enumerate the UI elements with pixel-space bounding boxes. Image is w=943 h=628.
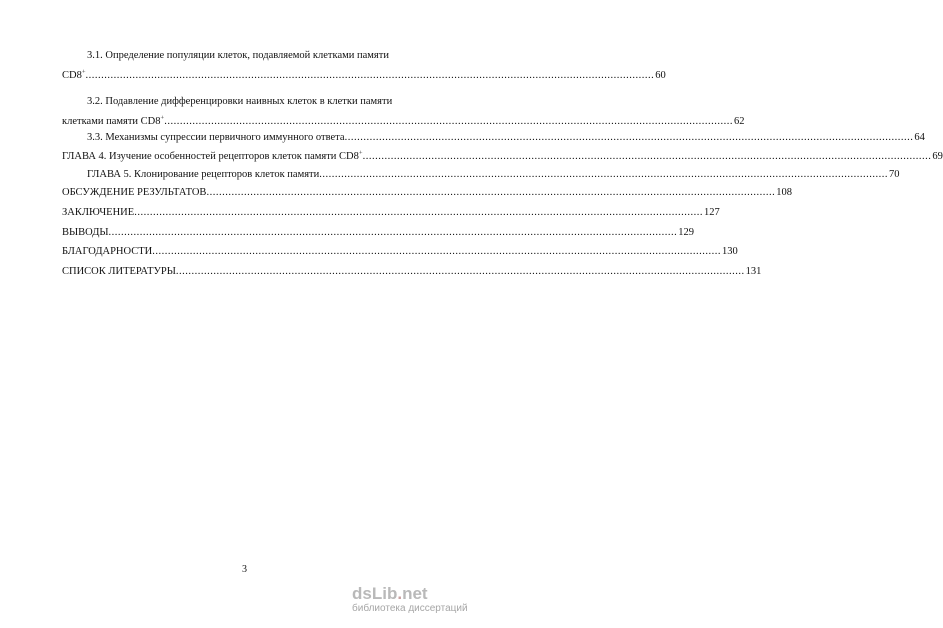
toc-entry-title-cont [62,70,86,82]
toc-entry-references [62,266,762,278]
watermark [352,584,468,615]
leader-dots [319,169,888,181]
toc-entry-line [62,149,943,163]
toc-entry-line [62,266,762,278]
toc-entry-line [62,246,738,258]
toc-entry-title: ВЫВОДЫ [62,227,109,238]
toc-text: клетками памяти CD8 [62,116,161,127]
toc-page-number: 131 [745,266,762,277]
leader-dots [86,70,655,82]
toc-text: ГЛАВА 4. Изучение особенностей рецепторов клеток памяти CD8 [62,151,359,162]
toc-entry-line [87,132,925,144]
toc-page-number: 60 [655,70,666,81]
toc-page-number: 69 [932,151,943,162]
toc-entry-title: ЗАКЛЮЧЕНИЕ [62,207,135,218]
leader-dots [345,132,914,144]
watermark-subtitle: библиотека диссертаций [352,603,468,614]
toc-page-number: 108 [776,187,792,198]
leader-dots [176,266,745,278]
toc-entry-3-3 [87,132,925,144]
toc-entry-title: СПИСОК ЛИТЕРАТУРЫ [62,266,176,277]
toc-entry-line [62,207,720,219]
toc-entry-3-1 [62,50,666,82]
toc-entry-title: 3.2. Подавление дифференцировки наивных клеток в клетки памяти [87,96,393,107]
toc-entry-acknowledgements [62,246,738,258]
logo-text: dsLib [352,584,398,603]
toc-page-number: 129 [678,227,695,238]
watermark-logo [352,585,447,603]
toc-entry-chapter-5 [87,169,900,181]
leader-dots [206,187,775,199]
logo-dot: . [397,584,403,603]
toc-page-number: 62 [733,116,745,127]
toc-entry-title: БЛАГОДАРНОСТИ [62,246,153,257]
toc-entry-line [62,114,745,128]
leader-dots [109,227,678,239]
leader-dots [134,207,703,219]
toc-entry-3-2 [62,96,745,128]
leader-dots [363,151,932,163]
toc-entry-discussion [62,187,792,199]
toc-entry-findings [62,227,695,239]
superscript: + [81,68,86,76]
toc-entry-title: ОБСУЖДЕНИЕ РЕЗУЛЬТАТОВ [62,187,207,198]
toc-page-number: 127 [703,207,720,218]
leader-dots [164,116,733,128]
toc-entry-title [62,151,363,163]
toc-entry-title-cont [62,116,164,128]
page-number: 3 [242,564,247,575]
toc-entry-line [87,169,900,181]
toc-entry-title: 3.1. Определение популяции клеток, подавляемой клетками памяти [87,50,389,61]
leader-dots [152,246,721,258]
toc-text: CD8 [62,70,82,81]
toc-entry-line [62,227,695,239]
superscript: + [358,149,363,157]
superscript: + [160,114,165,122]
toc-entry-conclusion [62,207,720,219]
toc-entry-line [62,187,792,199]
toc-page-number: 70 [889,169,900,180]
toc-page-number: 130 [721,246,738,257]
toc-entry-chapter-4 [62,149,943,163]
toc-entry-title: ГЛАВА 5. Клонирование рецепторов клеток памяти [87,169,320,180]
toc-page-number: 64 [914,132,925,143]
toc-entry-line [62,68,666,82]
logo-tld: net [402,584,428,603]
toc-entry-title: 3.3. Механизмы супрессии первичного иммунного ответа [87,132,345,143]
